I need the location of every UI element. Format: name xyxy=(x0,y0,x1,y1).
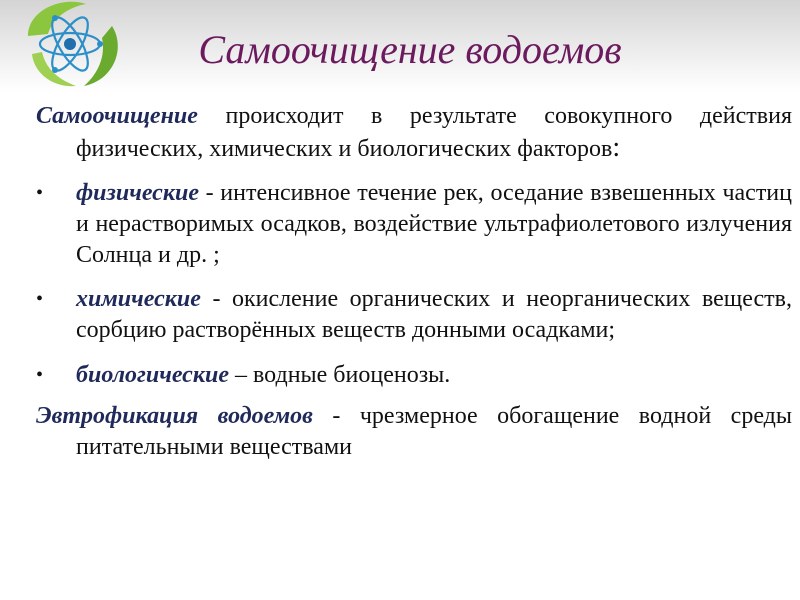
bullet-text: - интенсивное течение рек, оседание взвешенных частиц и нерастворимых осадков, воздействие ультрафиолетового излучения Солнца и др. ; xyxy=(76,180,792,268)
intro-paragraph xyxy=(36,101,792,165)
slide-title: Самоочищение водоемов xyxy=(198,27,622,72)
outro-paragraph xyxy=(36,401,792,463)
atom-leaf-logo-icon xyxy=(14,0,126,90)
slide-body xyxy=(36,101,792,463)
bullet-term: физические xyxy=(76,180,199,206)
factor-list xyxy=(36,178,792,391)
bullet-text: – водные биоценозы. xyxy=(229,362,451,388)
intro-term: Самоочищение xyxy=(36,103,198,129)
list-item-chemical xyxy=(36,284,792,346)
bullet-term: биологические xyxy=(76,362,229,388)
bullet-icon: • xyxy=(36,288,44,310)
outro-text: - чрезмерное обогащение водной среды питательными веществами xyxy=(76,403,792,460)
bullet-icon: • xyxy=(36,182,44,204)
intro-text: происходит в результате совокупного действия физических, химических и биологических факторов xyxy=(76,103,792,162)
outro-term: Эвтрофикация водоемов xyxy=(36,403,313,429)
bullet-term: химические xyxy=(76,286,201,312)
list-item-biological xyxy=(36,360,792,391)
intro-colon: : xyxy=(612,132,621,163)
bullet-icon: • xyxy=(36,364,44,386)
list-item-physical xyxy=(36,178,792,271)
bullet-text: - окисление органических и неорганических веществ, сорбцию растворённых веществ донными осадками; xyxy=(76,286,792,343)
